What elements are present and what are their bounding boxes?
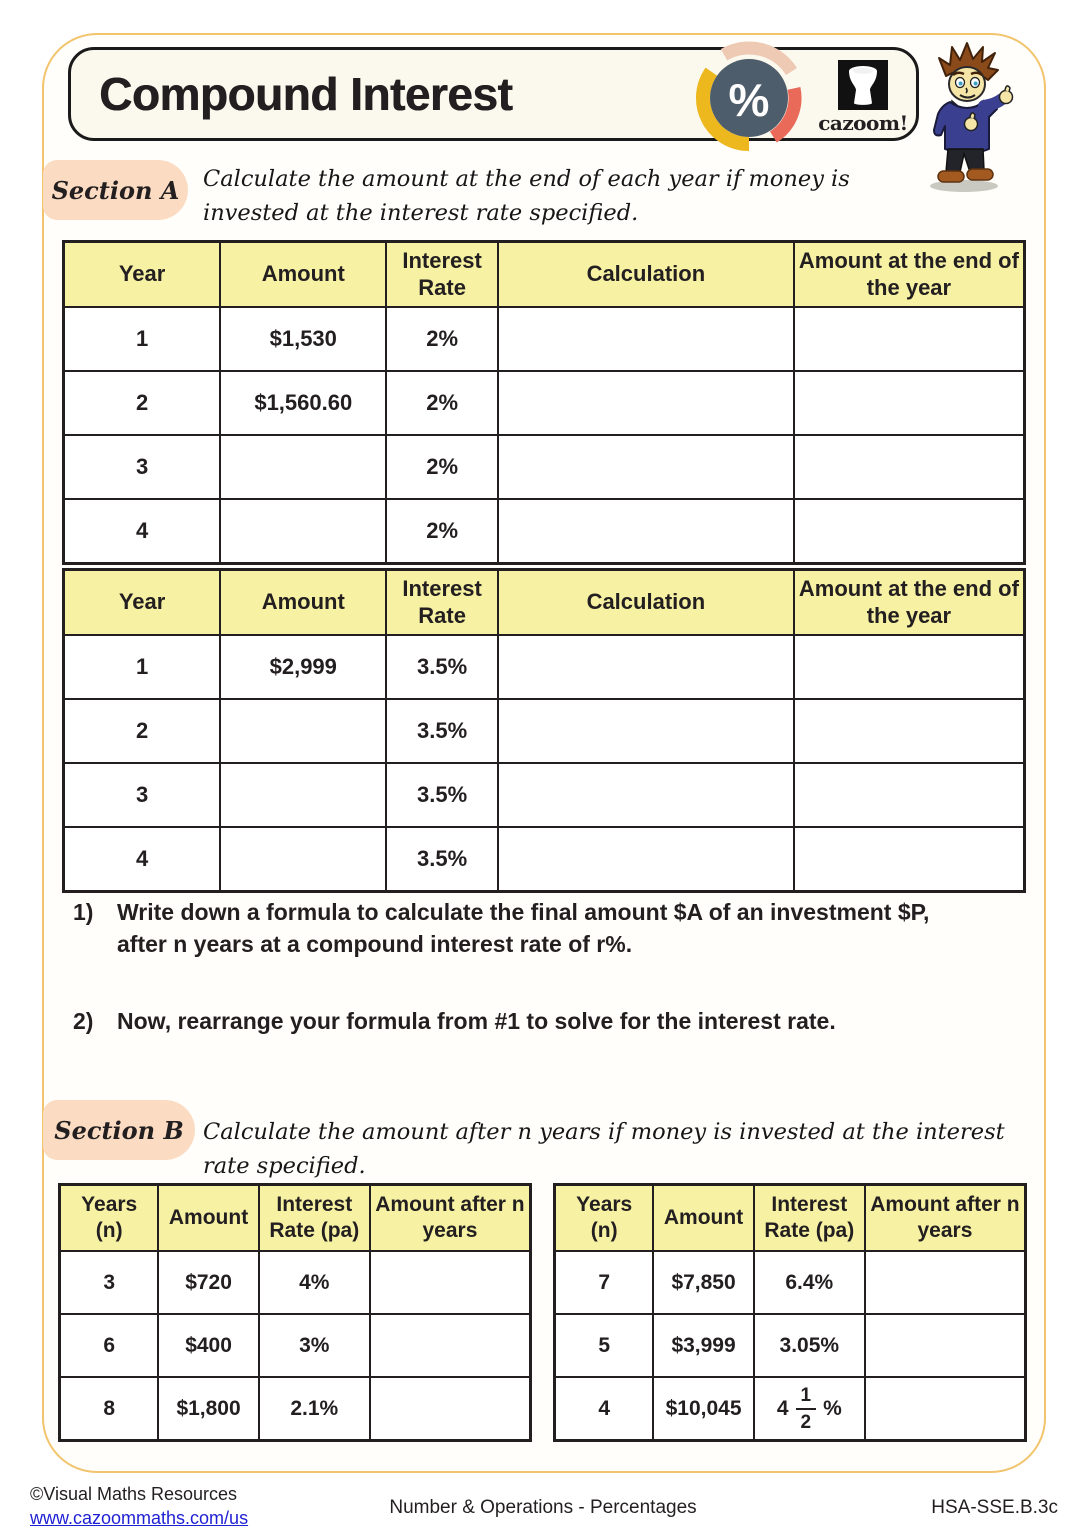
table-cell <box>220 699 386 763</box>
table-cell <box>794 371 1025 435</box>
table-cell: 1 <box>64 307 221 371</box>
percent-donut-icon <box>692 41 806 155</box>
table-row <box>64 763 1025 827</box>
table-cell <box>865 1314 1026 1377</box>
question-2 <box>73 1005 1003 1037</box>
column-header: Amount <box>220 570 386 636</box>
column-header: Interest Rate (pa) <box>754 1185 865 1252</box>
column-header: Year <box>64 242 221 308</box>
table-cell <box>498 499 794 564</box>
table-cell <box>754 1377 865 1441</box>
question-number: 2) <box>73 1008 94 1034</box>
table-cell <box>498 763 794 827</box>
table-row <box>64 499 1025 564</box>
footer-topic: Number & Operations - Percentages <box>389 1497 697 1518</box>
table-cell: 4% <box>259 1251 370 1314</box>
mascot-illustration <box>922 40 1017 195</box>
table-cell <box>498 827 794 892</box>
table-header-row <box>60 1185 531 1252</box>
column-header: Year <box>64 570 221 636</box>
table-row <box>64 699 1025 763</box>
table-row <box>64 827 1025 892</box>
column-header: Amount after n years <box>865 1185 1026 1252</box>
column-header: Years (n) <box>555 1185 654 1252</box>
section-b-table-left <box>58 1183 532 1442</box>
table-cell: 3.5% <box>386 763 497 827</box>
table-cell: 3.5% <box>386 635 497 699</box>
table-cell: 2.1% <box>259 1377 370 1441</box>
table-cell <box>794 307 1025 371</box>
column-header: Years (n) <box>60 1185 159 1252</box>
table-row <box>555 1251 1026 1314</box>
table-row <box>60 1251 531 1314</box>
table-header-row <box>64 570 1025 636</box>
table-cell: $7,850 <box>653 1251 753 1314</box>
column-header: Amount <box>653 1185 753 1252</box>
table-cell: 3 <box>64 763 221 827</box>
section-a-instructions: Calculate the amount at the end of each year if money is invested at the interest rate specified. <box>203 166 850 226</box>
table-row <box>555 1314 1026 1377</box>
table-cell <box>220 827 386 892</box>
table-cell: 2% <box>386 499 497 564</box>
table-cell <box>370 1314 531 1377</box>
column-header: Amount after n years <box>370 1185 531 1252</box>
column-header: Calculation <box>498 242 794 308</box>
column-header: Amount at the end of the year <box>794 242 1025 308</box>
table-cell: 3 <box>64 435 221 499</box>
section-b-table-right <box>553 1183 1027 1442</box>
column-header: Calculation <box>498 570 794 636</box>
table-cell: $1,800 <box>158 1377 258 1441</box>
table-cell <box>498 635 794 699</box>
table-cell: 6 <box>60 1314 159 1377</box>
table-cell <box>220 499 386 564</box>
table-cell: $1,560.60 <box>220 371 386 435</box>
percent-symbol: % <box>728 74 770 126</box>
table-cell <box>498 435 794 499</box>
table-row <box>60 1377 531 1441</box>
table-cell <box>794 635 1025 699</box>
column-header: Amount at the end of the year <box>794 570 1025 636</box>
column-header: Interest Rate <box>386 242 497 308</box>
table-row <box>60 1314 531 1377</box>
column-header: Interest Rate <box>386 570 497 636</box>
table-cell <box>498 307 794 371</box>
table-cell: 3.05% <box>754 1314 865 1377</box>
table-cell: 4 <box>555 1377 654 1441</box>
footer-standard-code: HSA-SSE.B.3c <box>931 1497 1058 1518</box>
table-cell: 2% <box>386 435 497 499</box>
copyright-text: ©Visual Maths Resources <box>30 1484 238 1504</box>
table-cell: 3 <box>60 1251 159 1314</box>
website-link[interactable]: www.cazoommaths.com/us <box>30 1508 249 1529</box>
column-header: Amount <box>158 1185 258 1252</box>
table-cell: 1 <box>64 635 221 699</box>
page-title: Compound Interest <box>99 68 513 120</box>
cazoom-drum-icon <box>838 60 888 110</box>
table-cell <box>220 763 386 827</box>
table-cell <box>794 827 1025 892</box>
brand-name: cazoom! <box>818 111 908 135</box>
mixed-fraction: 4 $\frac{1}{2}$ % <box>776 1384 842 1433</box>
table-cell <box>794 435 1025 499</box>
table-cell: 6.4% <box>754 1251 865 1314</box>
table-row <box>64 371 1025 435</box>
table-cell: 4 <box>64 827 221 892</box>
table-cell: $10,045 <box>653 1377 753 1441</box>
table-cell <box>498 699 794 763</box>
table-cell <box>220 435 386 499</box>
table-row <box>64 635 1025 699</box>
question-text: Write down a formula to calculate the final amount $A of an investment $P, after n years at a compound interest rate of r%. <box>117 899 930 958</box>
table-cell: 8 <box>60 1377 159 1441</box>
table-cell: $1,530 <box>220 307 386 371</box>
table-cell: 5 <box>555 1314 654 1377</box>
column-header: Interest Rate (pa) <box>259 1185 370 1252</box>
question-number: 1) <box>73 899 94 925</box>
table-cell: 3% <box>259 1314 370 1377</box>
section-b-label: Section B <box>43 1100 195 1160</box>
table-cell: 3.5% <box>386 827 497 892</box>
table-row <box>555 1377 1026 1441</box>
column-header: Amount <box>220 242 386 308</box>
table-cell <box>865 1251 1026 1314</box>
table-cell: 2 <box>64 699 221 763</box>
table-row <box>64 307 1025 371</box>
table-cell: 4 <box>64 499 221 564</box>
table-cell: 2 <box>64 371 221 435</box>
section-b-instructions: Calculate the amount after n years if money is invested at the interest rate specified. <box>203 1119 1005 1179</box>
table-cell: $720 <box>158 1251 258 1314</box>
table-cell <box>370 1377 531 1441</box>
table-header-row <box>555 1185 1026 1252</box>
question-1 <box>73 896 953 960</box>
table-row <box>64 435 1025 499</box>
question-text: Now, rearrange your formula from #1 to solve for the interest rate. <box>117 1008 836 1034</box>
table-cell <box>498 371 794 435</box>
table-cell: 3.5% <box>386 699 497 763</box>
cazoom-logo <box>817 60 909 135</box>
table-cell <box>370 1251 531 1314</box>
table-cell: 2% <box>386 371 497 435</box>
table-cell: $3,999 <box>653 1314 753 1377</box>
table-cell <box>794 499 1025 564</box>
table-cell: 2% <box>386 307 497 371</box>
section-a-table-2 <box>62 568 1026 893</box>
table-cell: $400 <box>158 1314 258 1377</box>
section-a-label: Section A <box>43 160 188 220</box>
table-header-row <box>64 242 1025 308</box>
table-cell <box>794 763 1025 827</box>
table-cell: $2,999 <box>220 635 386 699</box>
table-cell <box>865 1377 1026 1441</box>
section-a-table-1 <box>62 240 1026 565</box>
table-cell <box>794 699 1025 763</box>
table-cell: 7 <box>555 1251 654 1314</box>
